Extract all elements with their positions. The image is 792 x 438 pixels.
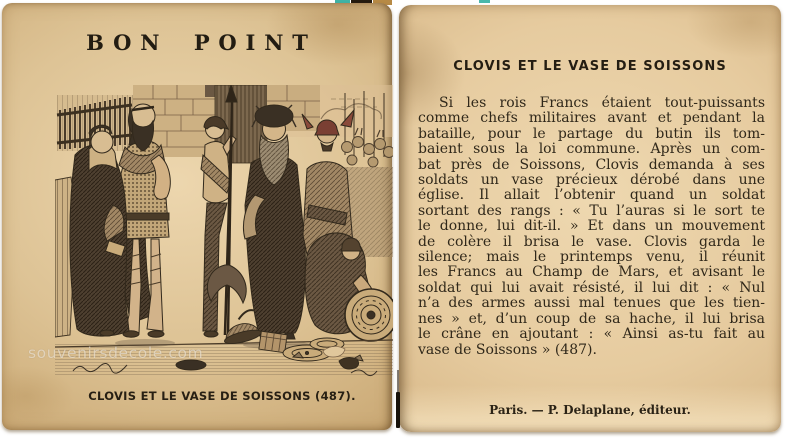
story-line: silence; mais le printemps venu, il réunit	[418, 249, 765, 266]
story-text	[418, 96, 765, 358]
story-line: bat près de Soissons, Clovis demanda à ses	[418, 156, 765, 173]
binding-thread-mark	[397, 370, 399, 393]
story-line: baient sous la loi commune. Après un com-	[418, 141, 765, 158]
story-line: soldats un vase précieux dérobé dans une	[418, 172, 765, 189]
story-line: comme chefs militaires avant et pendant la	[418, 110, 765, 127]
binding-staple-mark	[396, 392, 400, 428]
story-line: les Francs au Champ de Mars, et avisant le	[418, 264, 765, 281]
scan-speck-teal-2	[479, 0, 490, 3]
page-title: BON POINT	[86, 30, 317, 55]
story-line: Si les rois Francs étaient tout-puissants	[439, 95, 765, 111]
figure-monk	[70, 125, 129, 336]
illustration-caption: CLOVIS ET LE VASE DE SOISSONS (487).	[88, 389, 356, 403]
story-line: soldat qui lui avait résisté, il lui dit : « Nul	[418, 279, 765, 296]
left-page	[2, 3, 392, 430]
watermark-text: souvenirsdecole.com	[28, 344, 204, 362]
story-line: bataille, pour le partage du butin ils tom-	[418, 125, 765, 142]
story-line: église. Il allait l’obtenir quand un soldat	[418, 187, 765, 204]
figure-youth-with-spear	[201, 85, 237, 337]
right-page	[399, 5, 781, 432]
story-line: vase de Soissons » (487).	[418, 341, 597, 358]
story-line: le donne, lui dit-il. » Et dans un mouvement	[418, 218, 765, 235]
publisher-imprint: Paris. — P. Delaplane, éditeur.	[489, 403, 691, 417]
story-line: le crâne en ajoutant : « Ainsi as-tu fait au	[418, 326, 765, 343]
story-line: sortant des rangs : « Tu l’auras si le sort te	[418, 202, 765, 219]
story-line: nes » et, d’un coup de sa hache, il lui brisa	[418, 310, 765, 327]
story-title: CLOVIS ET LE VASE DE SOISSONS	[453, 59, 727, 74]
story-line: n’a des armes aussi mal tenues que les tien-	[418, 295, 765, 312]
engraving-illustration	[55, 85, 393, 377]
story-line: de colère il brisa le vase. Clovis garda le	[418, 233, 765, 250]
